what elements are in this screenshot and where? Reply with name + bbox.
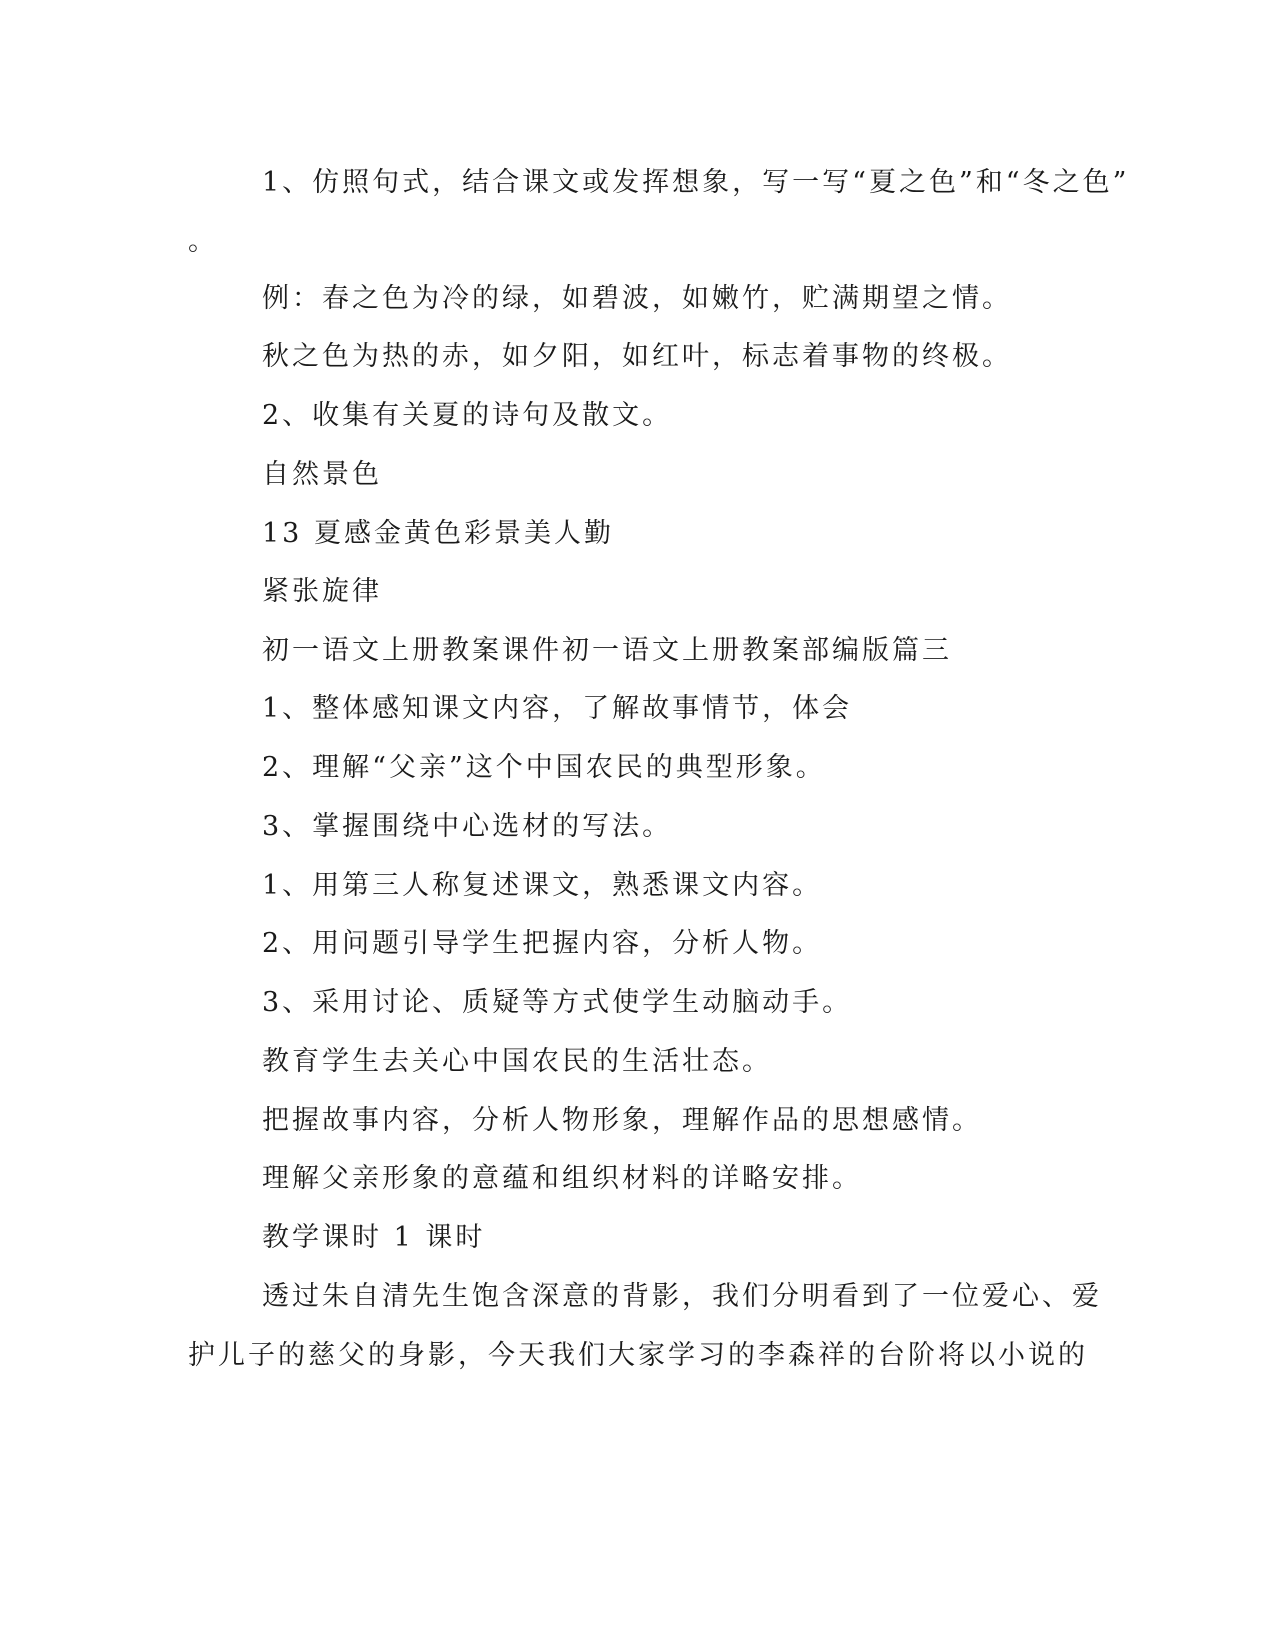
text-line-15: 3、采用讨论、质疑等方式使学生动脑动手。 <box>262 987 853 1018</box>
text-line-14: 2、用问题引导学生把握内容，分析人物。 <box>262 928 823 959</box>
text-line-19: 教学课时 1 课时 <box>262 1222 486 1253</box>
text-line-16: 教育学生去关心中国农民的生活壮态。 <box>262 1046 772 1077</box>
text-line-21: 护儿子的慈父的身影，今天我们大家学习的李森祥的台阶将以小说的 <box>188 1340 1088 1371</box>
text-line-8: 紧张旋律 <box>262 576 382 607</box>
text-line-3: 例：春之色为冷的绿，如碧波，如嫩竹，贮满期望之情。 <box>262 283 1012 314</box>
text-line-10: 1、整体感知课文内容，了解故事情节，体会 <box>262 693 853 724</box>
text-line-7: 13 夏感金黄色彩景美人勤 <box>262 518 614 549</box>
text-line-6: 自然景色 <box>262 459 382 490</box>
text-line-2: 。 <box>188 226 218 257</box>
text-line-4: 秋之色为热的赤，如夕阳，如红叶，标志着事物的终极。 <box>262 341 1012 372</box>
text-line-18: 理解父亲形象的意蕴和组织材料的详略安排。 <box>262 1163 862 1194</box>
text-line-20: 透过朱自清先生饱含深意的背影，我们分明看到了一位爱心、爱 <box>262 1281 1102 1312</box>
text-line-9: 初一语文上册教案课件初一语文上册教案部编版篇三 <box>262 635 952 666</box>
text-line-17: 把握故事内容，分析人物形象，理解作品的思想感情。 <box>262 1105 982 1136</box>
text-line-5: 2、收集有关夏的诗句及散文。 <box>262 400 673 431</box>
text-line-1: 1、仿照句式，结合课文或发挥想象，写一写“夏之色”和“冬之色” <box>262 167 1130 198</box>
text-line-13: 1、用第三人称复述课文，熟悉课文内容。 <box>262 870 823 901</box>
text-line-11: 2、理解“父亲”这个中国农民的典型形象。 <box>262 752 826 783</box>
text-line-12: 3、掌握围绕中心选材的写法。 <box>262 811 673 842</box>
